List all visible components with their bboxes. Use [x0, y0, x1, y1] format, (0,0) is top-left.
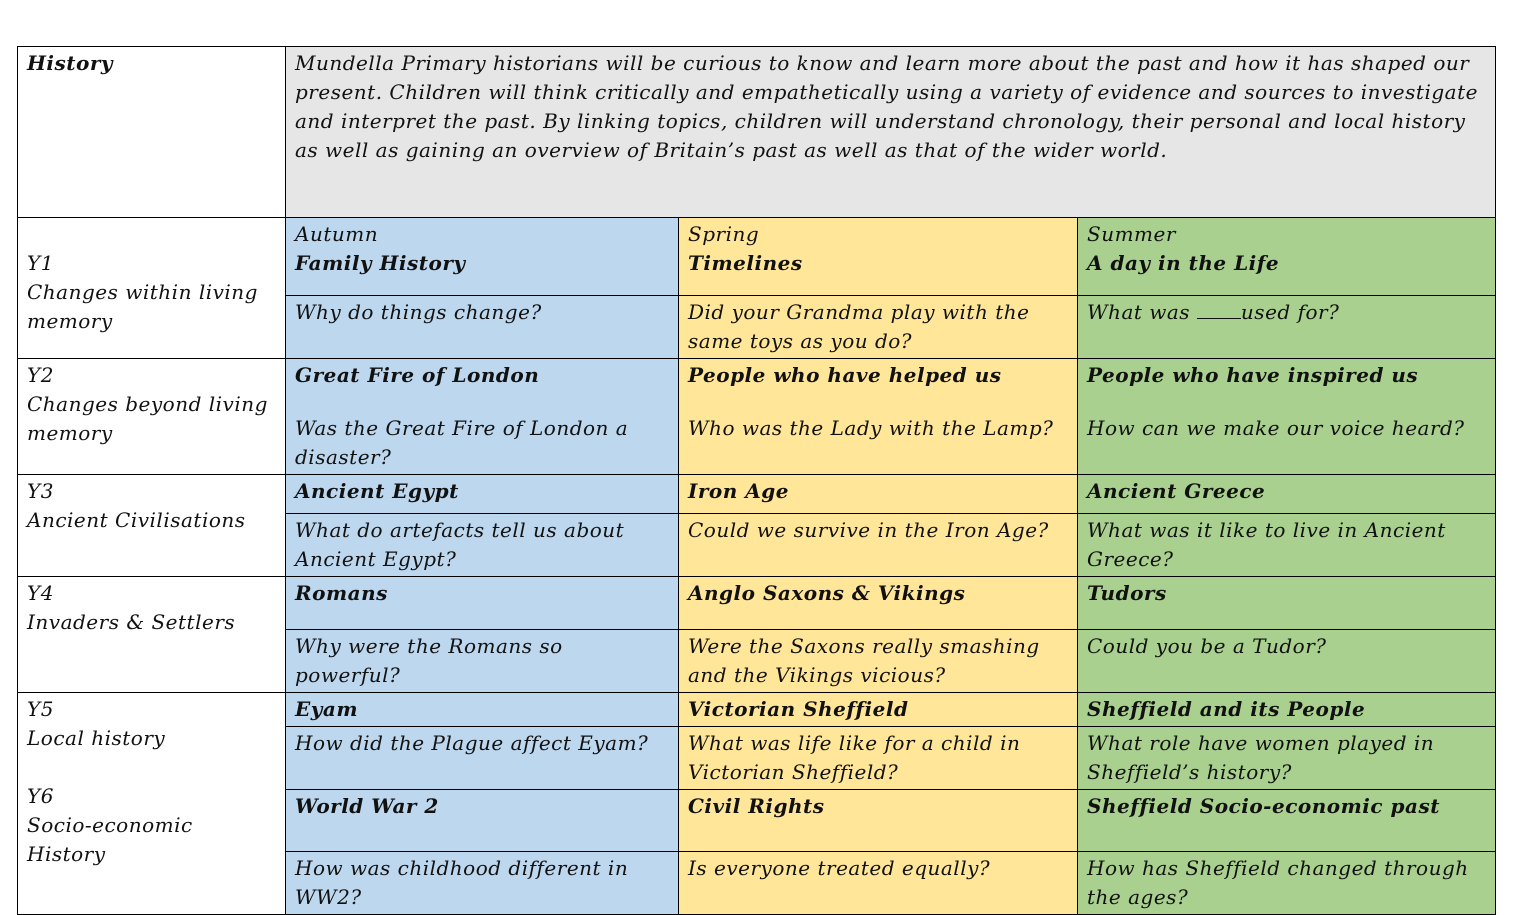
summer-question-cell — [1078, 514, 1496, 577]
summer-topic-cell — [1078, 359, 1496, 475]
season-summer: Summer — [1087, 222, 1176, 246]
spring-question-cell — [679, 514, 1078, 577]
autumn-topic-cell — [286, 790, 679, 852]
spring-topic-cell — [679, 218, 1078, 296]
spring-topic-cell — [679, 475, 1078, 514]
question-text-end: used for? — [1240, 300, 1340, 324]
summer-topic-cell — [1078, 218, 1496, 296]
topic-title: A day in the Life — [1087, 251, 1280, 275]
question-text: What do artefacts tell us about Ancient Egypt? — [295, 518, 625, 571]
topic-title: Civil Rights — [688, 794, 825, 818]
topic-title: Anglo Saxons & Vikings — [688, 581, 966, 605]
autumn-question-cell — [286, 630, 679, 693]
summer-topic-cell — [1078, 475, 1496, 514]
topic-title: Tudors — [1087, 581, 1167, 605]
question-text: What was life like for a child in Victorian Sheffield? — [688, 731, 1021, 784]
year-theme: Invaders & Settlers — [27, 610, 236, 634]
autumn-topic-cell — [286, 475, 679, 514]
summer-question-cell — [1078, 296, 1496, 359]
year-cell-y5-y6 — [18, 693, 286, 915]
spring-topic-cell — [679, 577, 1078, 630]
spring-question-cell — [679, 630, 1078, 693]
topic-title: Great Fire of London — [295, 363, 540, 387]
history-curriculum-document — [17, 46, 1496, 915]
topic-title: Ancient Egypt — [295, 479, 459, 503]
topic-title: People who have helped us — [688, 363, 1002, 387]
topic-title: Victorian Sheffield — [688, 697, 909, 721]
season-spring: Spring — [688, 222, 760, 246]
topic-title: Sheffield Socio-economic past — [1087, 794, 1440, 818]
season-autumn: Autumn — [295, 222, 379, 246]
question-text: How was childhood different in WW2? — [295, 856, 629, 909]
year-label: Y4 — [27, 581, 54, 605]
topic-title: Timelines — [688, 251, 803, 275]
question-text: Could you be a Tudor? — [1087, 634, 1327, 658]
question-text: How did the Plague affect Eyam? — [295, 731, 649, 755]
year-theme: Local history — [27, 726, 166, 750]
question-text: Was the Great Fire of London a disaster? — [295, 416, 629, 469]
autumn-question-cell — [286, 852, 679, 915]
subject-cell — [18, 47, 286, 218]
autumn-question-cell — [286, 727, 679, 790]
question-text: What role have women played in Sheffield’s history? — [1087, 731, 1435, 784]
spring-topic-cell — [679, 693, 1078, 727]
question-text: Could we survive in the Iron Age? — [688, 518, 1049, 542]
autumn-topic-cell — [286, 577, 679, 630]
question-text: How can we make our voice heard? — [1087, 416, 1465, 440]
year-theme: Ancient Civilisations — [27, 508, 246, 532]
autumn-topic-cell — [286, 693, 679, 727]
spring-question-cell — [679, 296, 1078, 359]
topic-title: Iron Age — [688, 479, 789, 503]
year-label: Y1 — [27, 251, 54, 275]
question-text: Is everyone treated equally? — [688, 856, 991, 880]
topic-title: Family History — [295, 251, 466, 275]
spring-question-cell — [679, 852, 1078, 915]
summer-topic-cell — [1078, 790, 1496, 852]
year-cell-y1 — [18, 218, 286, 359]
question-text: What was it like to live in Ancient Greece? — [1087, 518, 1446, 571]
question-text: What was — [1087, 300, 1197, 324]
blank-line — [1197, 298, 1241, 319]
year-cell-y2 — [18, 359, 286, 475]
question-text: Did your Grandma play with the same toys as you do? — [688, 300, 1030, 353]
summer-topic-cell — [1078, 577, 1496, 630]
spring-topic-cell — [679, 790, 1078, 852]
spring-question-cell — [679, 727, 1078, 790]
year-label: Y5 — [27, 697, 54, 721]
intro-cell — [286, 47, 1496, 218]
autumn-topic-cell — [286, 359, 679, 475]
topic-title: Eyam — [295, 697, 358, 721]
autumn-topic-cell — [286, 218, 679, 296]
autumn-question-cell — [286, 296, 679, 359]
question-text: Why were the Romans so powerful? — [295, 634, 563, 687]
summer-question-cell — [1078, 852, 1496, 915]
question-text: Who was the Lady with the Lamp? — [688, 416, 1054, 440]
year-label: Y6 — [27, 784, 54, 808]
subject-title: History — [27, 51, 113, 75]
year-cell-y3 — [18, 475, 286, 577]
year-cell-y4 — [18, 577, 286, 693]
autumn-question-cell — [286, 514, 679, 577]
year-theme: Socio-economic History — [27, 813, 193, 866]
topic-title: Sheffield and its People — [1087, 697, 1366, 721]
question-text: Why do things change? — [295, 300, 542, 324]
curriculum-table — [17, 46, 1496, 915]
topic-title: People who have inspired us — [1087, 363, 1419, 387]
year-theme: Changes beyond living memory — [27, 392, 268, 445]
spring-topic-cell — [679, 359, 1078, 475]
summer-question-cell — [1078, 630, 1496, 693]
topic-title: Romans — [295, 581, 388, 605]
intro-text: Mundella Primary historians will be curious to know and learn more about the past and how it has shaped our present. Children will think critically and empathetically using a variety of evidence and sources to investigate and interpret the past. By linking topics, children will understand chronology, their personal and local history as well as gaining an overview of Britain’s past as well as that of the wider world. — [295, 51, 1478, 162]
topic-title: Ancient Greece — [1087, 479, 1266, 503]
year-label: Y3 — [27, 479, 54, 503]
summer-topic-cell — [1078, 693, 1496, 727]
question-text: Were the Saxons really smashing and the Vikings vicious? — [688, 634, 1040, 687]
year-label: Y2 — [27, 363, 54, 387]
question-text: How has Sheffield changed through the ages? — [1087, 856, 1469, 909]
year-theme: Changes within living memory — [27, 280, 258, 333]
summer-question-cell — [1078, 727, 1496, 790]
topic-title: World War 2 — [295, 794, 439, 818]
